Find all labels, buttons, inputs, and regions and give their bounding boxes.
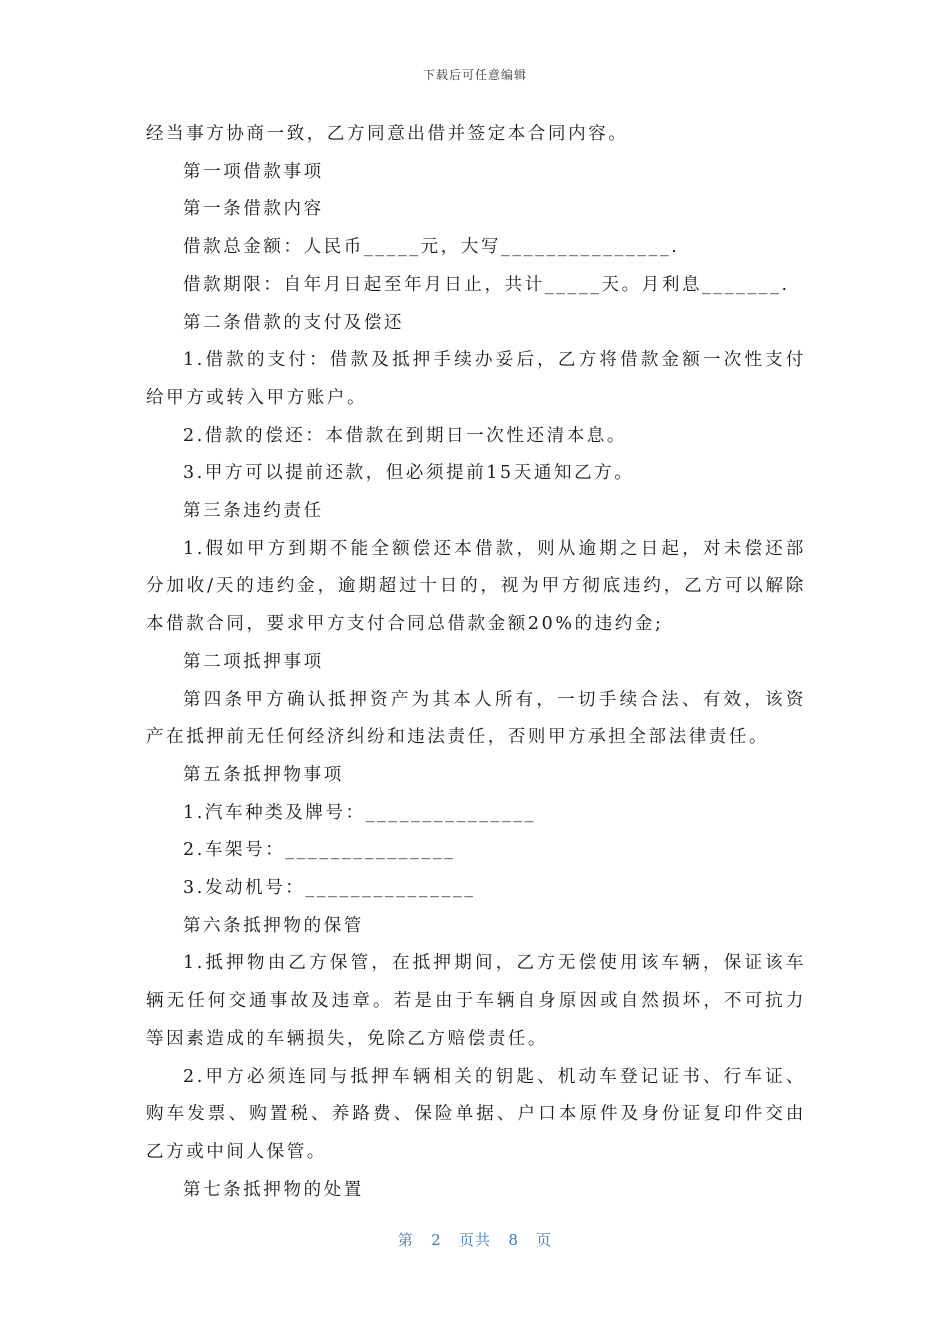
paragraph: 1.借款的支付：借款及抵押手续办妥后，乙方将借款金额一次性支付给甲方或转入甲方账户。: [146, 350, 806, 408]
paragraph: 2.甲方必须连同与抵押车辆相关的钥匙、机动车登记证书、行车证、购车发票、购置税、养路费、保险单据、户口本原件及身份证复印件交由乙方或中间人保管。: [146, 1066, 806, 1162]
section-heading: 第一项借款事项: [183, 161, 324, 182]
document-body: [146, 116, 806, 1209]
footer-prefix: 第: [397, 1231, 414, 1249]
page-header-note: 下载后可任意编辑: [422, 68, 527, 82]
paragraph: 2.借款的偿还：本借款在到期日一次性还清本息。: [183, 425, 627, 446]
paragraph: 2.车架号：_______________: [183, 840, 456, 861]
paragraph: 借款总金额：人民币_____元，大写_______________.: [183, 237, 680, 258]
paragraph: 第四条甲方确认抵押资产为其本人所有，一切手续合法、有效，该资产在抵押前无任何经济纠纷和违法责任，否则甲方承担全部法律责任。: [146, 689, 806, 748]
clause-heading: 第三条违约责任: [183, 501, 324, 522]
footer-total-pages: 8: [508, 1231, 519, 1249]
clause-heading: 第六条抵押物的保管: [183, 915, 364, 936]
clause-heading: 第七条抵押物的处置: [183, 1179, 364, 1200]
footer-current-page: 2: [431, 1231, 442, 1249]
paragraph: 借款期限：自年月日起至年月日止，共计_____天。月利息_______.: [183, 274, 790, 295]
footer-middle: 页共: [458, 1231, 491, 1249]
footer-suffix: 页: [536, 1231, 553, 1249]
page-footer: [0, 1229, 950, 1250]
paragraph: 3.甲方可以提前还款，但必须提前15天通知乙方。: [183, 463, 635, 484]
paragraph: 经当事方协商一致，乙方同意出借并签定本合同内容。: [146, 124, 629, 144]
clause-heading: 第一条借款内容: [183, 199, 324, 220]
clause-heading: 第五条抵押物事项: [183, 764, 344, 785]
paragraph: 3.发动机号：_______________: [183, 878, 476, 899]
paragraph: 1.抵押物由乙方保管，在抵押期间，乙方无偿使用该车辆，保证该车辆无任何交通事故及违章。若是由于车辆自身原因或自然损坏，不可抗力等因素造成的车辆损失，免除乙方赔偿责任。: [146, 953, 806, 1049]
paragraph: 1.汽车种类及牌号：_______________: [183, 802, 536, 823]
clause-heading: 第二条借款的支付及偿还: [183, 312, 405, 333]
section-heading: 第二项抵押事项: [183, 651, 324, 672]
paragraph: 1.假如甲方到期不能全额偿还本借款，则从逾期之日起，对未偿还部分加收/天的违约金，逾期超过十日的，视为甲方彻底违约，乙方可以解除本借款合同，要求甲方支付合同总借款金额20%的违约金;: [146, 538, 806, 635]
